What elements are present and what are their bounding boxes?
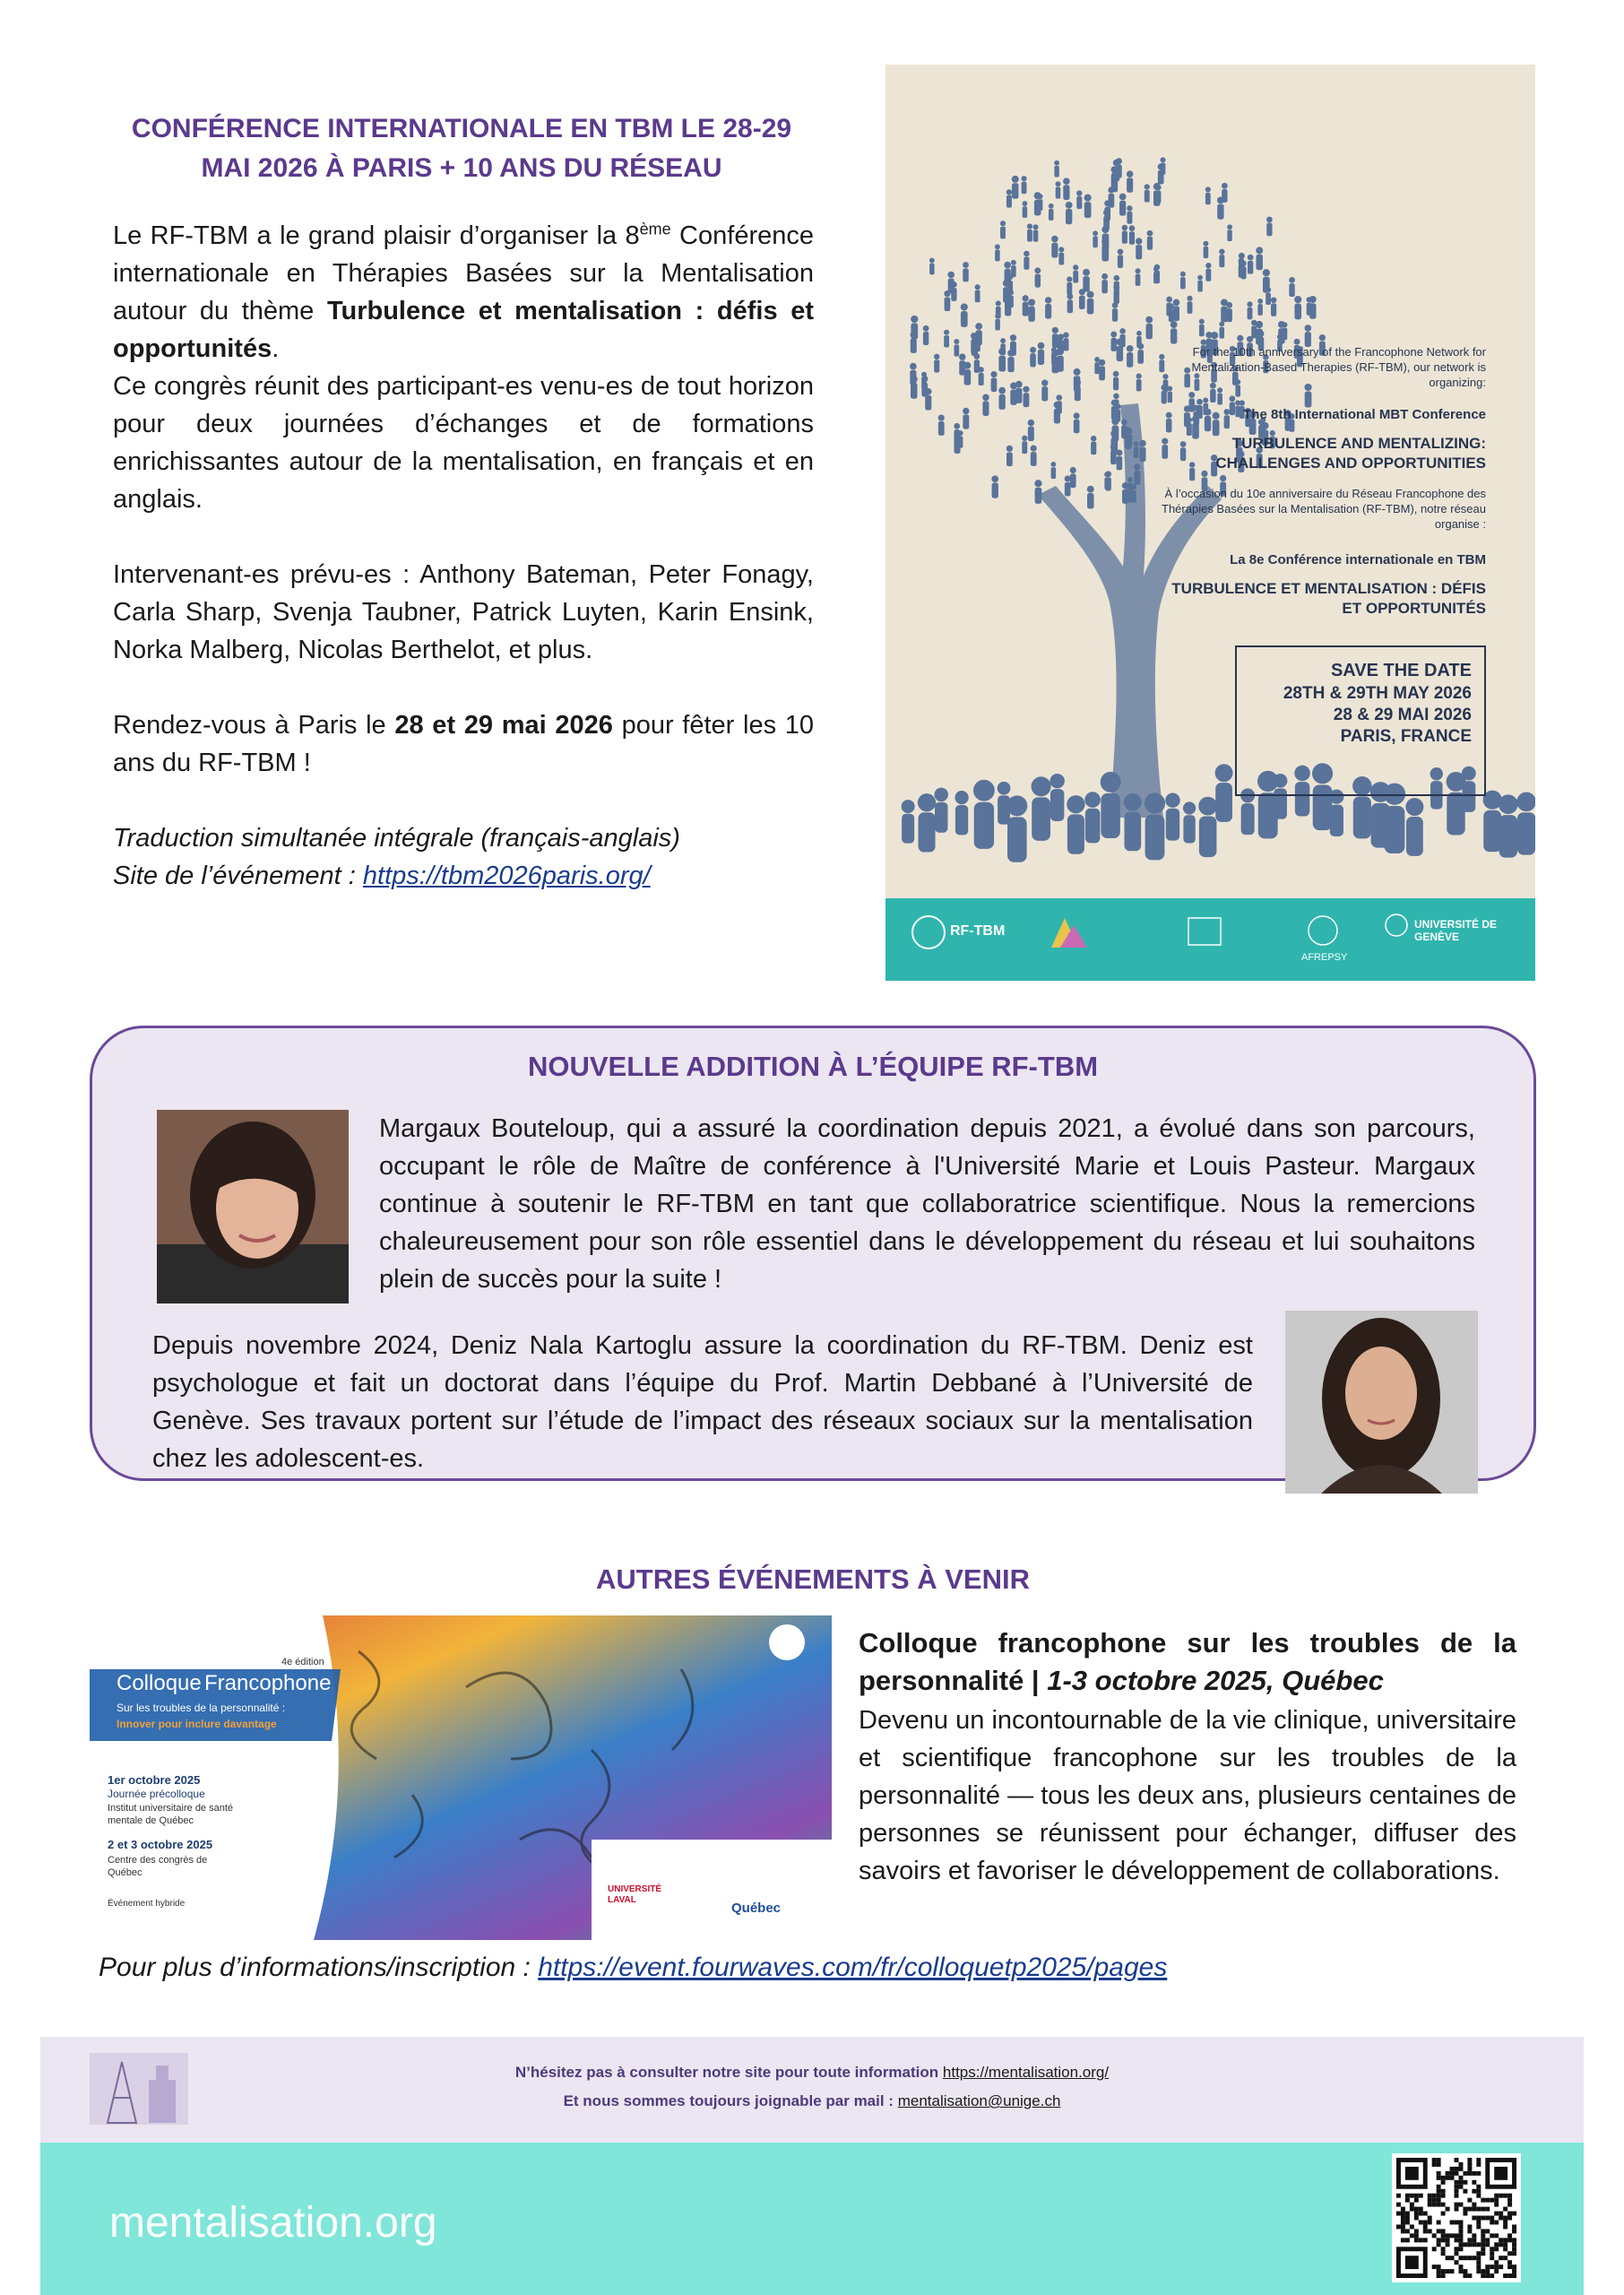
banner-laval-logo: UNIVERSITÉ LAVAL [608,1884,662,1905]
team-heading: NOUVELLE ADDITION À L’ÉQUIPE RF-TBM [527,1051,1099,1082]
poster-place: PARIS, FRANCE [1340,727,1472,746]
banner-name-b: Francophone [204,1671,332,1695]
deniz-paragraph: Depuis novembre 2024, Deniz Nala Kartoglu assure la coordination du RF-TBM. Deniz est psychologue et fait un doctorat dans l’équipe du Prof. Martin Debbané à l’Université de Genève. Ses travaux portent sur l’étude de l’impact des réseaux sociaux sur la mentalisation chez les adolescent-es. [152,1331,1253,1473]
event-site-line: Site de l’événement : https://tbm2026paris.org/ [113,862,651,890]
footer-website-line: N’hésitez pas à consulter notre site pour toute information https://mentalisation.org/ [514,2064,1110,2081]
banner-subtitle: Sur les troubles de la personnalité : [117,1702,286,1714]
deniz-portrait [1285,1311,1478,1494]
poster-theme-en: TURBULENCE AND MENTALIZING: CHALLENGES AND OPPORTUNITIES [1215,435,1486,472]
footer-email-line: Et nous sommes toujours joignable par mail : mentalisation@unige.ch [563,2092,1061,2109]
poster-intro-en: For the 10th anniversary of the Francophone Network for Mentalization-Based Therapies (RF-TBM), our network is organizing: [1191,345,1486,389]
banner-day1-date: 1er octobre 2025 [108,1773,201,1787]
poster-date-en: 28TH & 29TH MAY 2026 [1283,684,1472,703]
logo-label-rftbm: RF-TBM [950,923,1006,939]
qr-code-icon[interactable] [1392,2153,1521,2282]
save-the-date-label: SAVE THE DATE [1330,661,1472,680]
poster-intro-fr: À l’occasion du 10e anniversaire du Réseau Francophone des Thérapies Basées sur la Mentalisation (RF-TBM), notre réseau organise : [1162,487,1486,531]
footer-contact-strip [40,2037,1584,2143]
speakers-list: Intervenant-es prévu-es : Anthony Bateman, Peter Fonagy, Carla Sharp, Svenja Taubner, Patrick Luyten, Karin Ensink, Norka Malberg, Nicolas Berthelot, et plus. [113,560,814,664]
footer-email-link[interactable]: mentalisation@unige.ch [897,2092,1061,2109]
conference-invitation: Rendez-vous à Paris le 28 et 29 mai 2026 pour fêter les 10 ans du RF-TBM ! [113,711,815,777]
colloque-description: Devenu un incontournable de la vie clinique, universitaire et scientifique francophone sur les troubles de la personnalité — tous les deux ans, plusieurs centaines de personnes se réunissent pour échanger, diffuser des savoirs et favoriser le développement de collaborations. [859,1706,1516,1885]
footer-site-name: mentalisation.org [109,2199,437,2247]
colloque-registration-link[interactable]: https://event.fourwaves.com/fr/colloquetp2025/pages [538,1953,1168,1982]
poster-conference-fr: La 8e Conférence internationale en TBM [1230,552,1486,567]
poster-date-fr: 28 & 29 MAI 2026 [1333,706,1472,724]
conference-date: 28 et 29 mai 2026 [394,711,613,740]
colloque-title: Colloque francophone sur les troubles de la personnalité | 1-3 octobre 2025, Québec [859,1627,1516,1696]
margaux-portrait [157,1110,349,1303]
colloque-banner [90,1615,832,1940]
banner-quebec-logo: Québec [731,1901,782,1916]
banner-day2-date: 2 et 3 octobre 2025 [108,1838,213,1851]
poster-logo-bar [885,898,1535,981]
banner-day2-place: Centre des congrès de Québec [108,1855,208,1878]
banner-name-a: Colloque [117,1671,202,1695]
translation-note: Traduction simultanée intégrale (français-anglais) [113,824,680,853]
conference-heading: CONFÉRENCE INTERNATIONALE EN TBM LE 28-29 MAI 2026 À PARIS + 10 ANS DU RÉSEAU [131,114,792,183]
event-site-link[interactable]: https://tbm2026paris.org/ [362,862,651,890]
unige-logo-icon [1386,914,1407,936]
banner-tagline: Innover pour inclure davantage [117,1718,277,1730]
poster-theme-fr: TURBULENCE ET MENTALISATION : DÉFIS ET OPPORTUNITÉS [1171,580,1486,617]
versailles-logo-icon [1188,918,1221,945]
save-the-date-box [1235,645,1486,796]
colloque-date: 1-3 octobre 2025, Québec [1047,1665,1384,1696]
margaux-paragraph: Margaux Bouteloup, qui a assuré la coordination depuis 2021, a évolué dans son parcours, occupant le rôle de Maître de conférence à l'Université Marie et Louis Pasteur. Margaux continue à soutenir le RF-TBM en tant que collaboratrice scientifique. Nous la remercions chaleureusement pour son rôle essentiel dans le développement du réseau et lui souhaitons plein de succès pour la suite ! [379,1114,1475,1294]
logo-label-unige: UNIVERSITÉ DE GENÈVE [1414,918,1498,943]
conference-intro: Le RF-TBM a le grand plaisir d’organiser la 8ème Conférence internationale en Thérapies Basées sur la Mentalisation autour du thème Turbulence et mentalisation : défis et opportunités. [113,220,814,363]
colloque-more-info: Pour plus d’informations/inscription : https://event.fourwaves.com/fr/colloquetp2025/pages [99,1953,1168,1982]
banner-edition: 4e édition [281,1657,324,1667]
conference-body [113,217,814,895]
footer-website-link[interactable]: https://mentalisation.org/ [942,2064,1110,2081]
rf-tbm-logo-icon [912,916,945,948]
banner-day1-title: Journée précolloque [108,1788,205,1800]
events-heading: AUTRES ÉVÉNEMENTS À VENIR [595,1563,1030,1595]
banner-day1-place: Institut universitaire de santé mentale de Québec [108,1803,234,1826]
conference-poster [885,65,1535,981]
ordinal-superscript: ème [639,220,671,238]
conference-theme: Turbulence et mentalisation : défis et opportunités [113,297,814,363]
afrepsy-logo-icon [1309,916,1337,945]
banner-hybrid: Événement hybride [108,1899,186,1909]
conference-description: Ce congrès réunit des participant-es venu-es de tout horizon pour deux journées d’échanges et de formations enrichissantes autour de la mentalisation, en français et en anglais. [113,372,814,514]
logo-label-afrepsy: AFREPSY [1301,952,1348,963]
poster-conference-en: The 8th International MBT Conference [1243,407,1486,422]
